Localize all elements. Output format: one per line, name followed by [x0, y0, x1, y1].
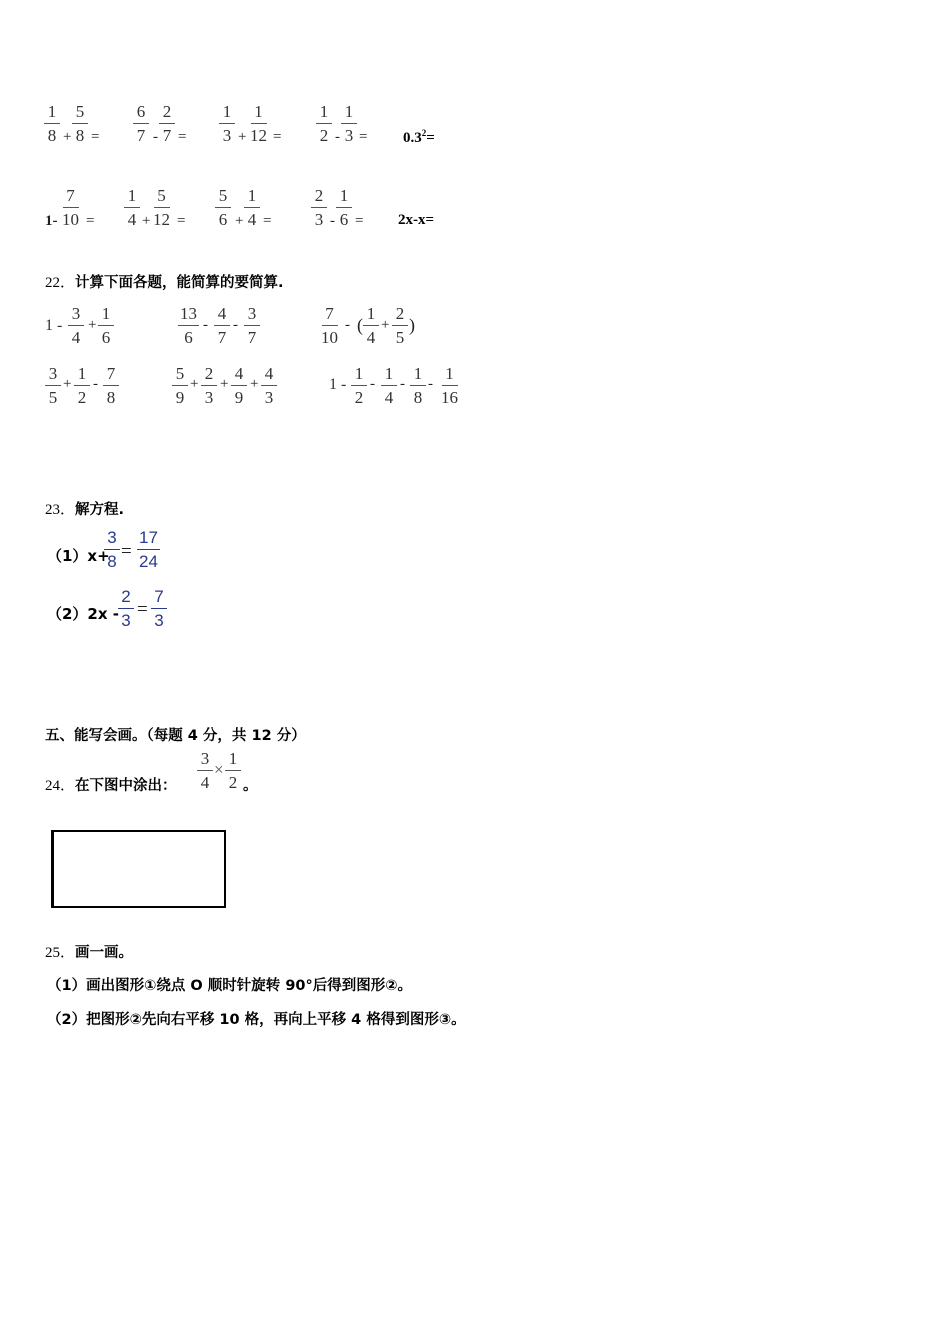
fraction: $\frac{1}{12}$	[250, 102, 267, 145]
fraction: $\frac{1}{2}$	[74, 365, 90, 406]
fraction: $\frac{3}{4}$	[197, 750, 213, 791]
fraction: $\frac{5}{12}$	[153, 186, 170, 229]
fraction: $\frac{1}{4}$	[363, 305, 379, 346]
fraction: $\frac{1}{4}$	[381, 365, 397, 406]
fraction: $\frac{17}{24}$	[139, 528, 158, 571]
fraction: $\frac{1}{4}$	[244, 187, 260, 228]
fraction: $\frac{1}{8}$	[44, 103, 60, 144]
fraction: $\frac{7}{8}$	[103, 365, 119, 406]
q24-heading: 24．在下图中涂出：	[45, 778, 177, 794]
fraction: $\frac{4}{3}$	[261, 365, 277, 406]
fraction: $\frac{3}{5}$	[45, 365, 61, 406]
fraction: $\frac{1}{3}$	[341, 103, 357, 144]
fraction: $\frac{4}{7}$	[214, 305, 230, 346]
q22-heading: 22．计算下面各题，能简算的要简算.	[45, 275, 284, 291]
fraction: $\frac{3}{7}$	[244, 305, 260, 346]
fraction: $\frac{1}{4}$	[124, 187, 140, 228]
fraction: $\frac{2}{7}$	[159, 103, 175, 144]
shading-rectangle[interactable]	[51, 830, 226, 908]
fraction: $\frac{5}{9}$	[172, 365, 188, 406]
fraction: $\frac{1}{6}$	[336, 187, 352, 228]
fraction: $\frac{2}{5}$	[392, 305, 408, 346]
q25-heading: 25．画一画。	[45, 945, 134, 961]
q23-heading: 23．解方程.	[45, 502, 125, 518]
fraction: $\frac{7}{10}$	[62, 186, 79, 229]
fraction: $\frac{1}{8}$	[410, 365, 426, 406]
row1-expr5: $0.3^2=$	[403, 128, 435, 146]
fraction: $\frac{5}{6}$	[215, 187, 231, 228]
fraction: $\frac{3}{4}$	[68, 305, 84, 346]
fraction: $\frac{1}{2}$	[316, 103, 332, 144]
fraction: $\frac{1}{6}$	[98, 305, 114, 346]
fraction: $\frac{7}{10}$	[321, 304, 338, 347]
fraction: $\frac{5}{8}$	[72, 103, 88, 144]
q25-subquestion-1: （1）画出图形①绕点 O 顺时针旋转 90°后得到图形②。	[47, 978, 413, 994]
fraction: $\frac{2}{3}$	[201, 365, 217, 406]
fraction: $\frac{13}{6}$	[180, 304, 197, 347]
fraction: $\frac{4}{9}$	[231, 365, 247, 406]
fraction: $\frac{1}{3}$	[219, 103, 235, 144]
fraction: $\frac{1}{2}$	[225, 750, 241, 791]
fraction: $\frac{2}{3}$	[118, 588, 134, 629]
row2-expr5: 2x-x=	[398, 212, 435, 228]
fraction: $\frac{1}{2}$	[351, 365, 367, 406]
fraction: $\frac{2}{3}$	[311, 187, 327, 228]
fraction: $\frac{7}{3}$	[151, 588, 167, 629]
q25-subquestion-2: （2）把图形②先向右平移 10 格，再向上平移 4 格得到图形③。	[47, 1012, 466, 1028]
fraction: $\frac{6}{7}$	[133, 103, 149, 144]
fraction: $\frac{1}{16}$	[441, 364, 458, 407]
fraction: $\frac{3}{8}$	[104, 529, 120, 570]
section-5-title: 五、能写会画。（每题 4 分，共 12 分）	[45, 728, 306, 744]
